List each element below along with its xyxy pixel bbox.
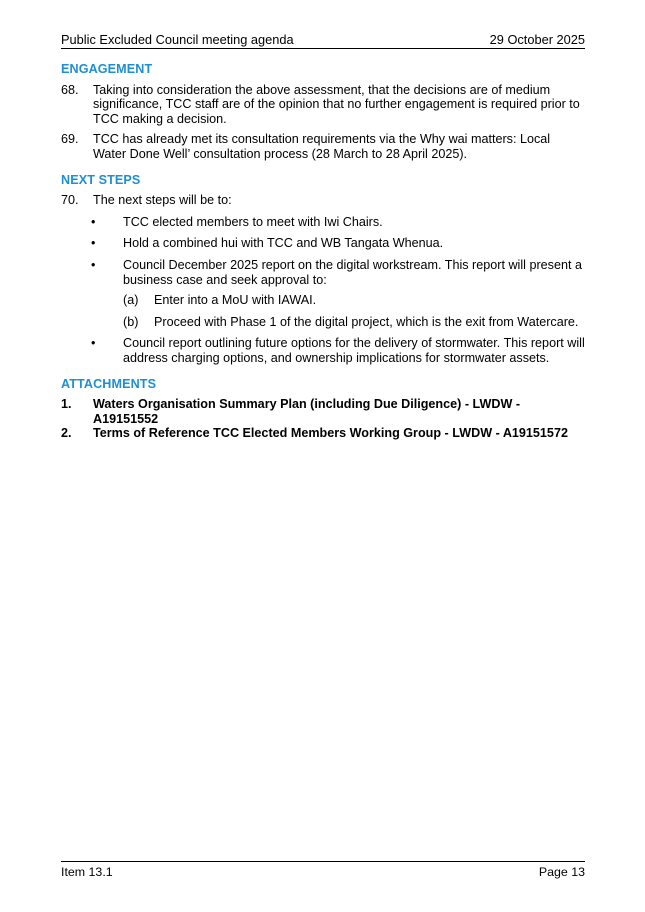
sub-item (61, 293, 585, 308)
bullet-text: Hold a combined hui with TCC and WB Tangata Whenua. (123, 236, 444, 251)
sub-item-text: Proceed with Phase 1 of the digital project, which is the exit from Watercare. (154, 314, 579, 329)
sub-item-label: (b) (123, 314, 139, 329)
page-header (61, 31, 585, 49)
document-body (61, 62, 585, 441)
bullet-text: Council December 2025 report on the digital workstream. This report will present a business case and seek approval to: (123, 257, 582, 287)
sub-item-label: (a) (123, 293, 139, 308)
paragraph-text: The next steps will be to: (93, 193, 232, 208)
attachment-item[interactable] (61, 426, 585, 441)
bullet-item (61, 336, 585, 365)
header-title: Public Excluded Council meeting agenda (61, 32, 294, 47)
paragraph-number: 68. (61, 82, 79, 97)
header-date: 29 October 2025 (489, 32, 585, 47)
sub-item (61, 315, 585, 330)
footer-item: Item 13.1 (61, 865, 113, 879)
paragraph-text: TCC has already met its consultation requirements via the Why wai matters: Local Water Done Well’ consultation process (28 March to 28 April 2025). (93, 132, 551, 161)
paragraph-number: 69. (61, 132, 79, 147)
bullet-icon: • (91, 236, 96, 251)
bullet-icon: • (91, 336, 96, 351)
attachment-number: 2. (61, 426, 72, 441)
attachment-link[interactable]: Terms of Reference TCC Elected Members Working Group - LWDW - A19151572 (93, 426, 568, 441)
bullet-text: Council report outlining future options for the delivery of stormwater. This report will address charging options, and ownership implications for stormwater assets. (123, 336, 585, 365)
footer-page-number: Page 13 (538, 865, 585, 879)
next-steps-heading: NEXT STEPS (61, 172, 141, 187)
paragraph-68 (61, 83, 585, 127)
attachments-heading: ATTACHMENTS (61, 376, 157, 391)
page-footer (61, 861, 585, 880)
sub-item-text: Enter into a MoU with IAWAI. (154, 293, 317, 308)
bullet-item (61, 258, 585, 287)
bullet-icon: • (91, 257, 96, 272)
attachment-item[interactable] (61, 397, 585, 426)
bullet-item (61, 215, 585, 230)
paragraph-number: 70. (61, 193, 79, 208)
paragraph-70 (61, 193, 585, 208)
bullet-item (61, 236, 585, 251)
attachment-link[interactable]: Waters Organisation Summary Plan (including Due Diligence) - LWDW - A19151552 (93, 397, 521, 426)
paragraph-text: Taking into consideration the above assessment, that the decisions are of medium significance, TCC staff are of the opinion that no further engagement is required prior to TCC making a decision. (93, 82, 580, 126)
bullet-text: TCC elected members to meet with Iwi Chairs. (123, 214, 383, 229)
bullet-icon: • (91, 214, 96, 229)
engagement-heading: ENGAGEMENT (61, 62, 153, 76)
attachment-number: 1. (61, 397, 72, 412)
paragraph-69 (61, 132, 585, 161)
